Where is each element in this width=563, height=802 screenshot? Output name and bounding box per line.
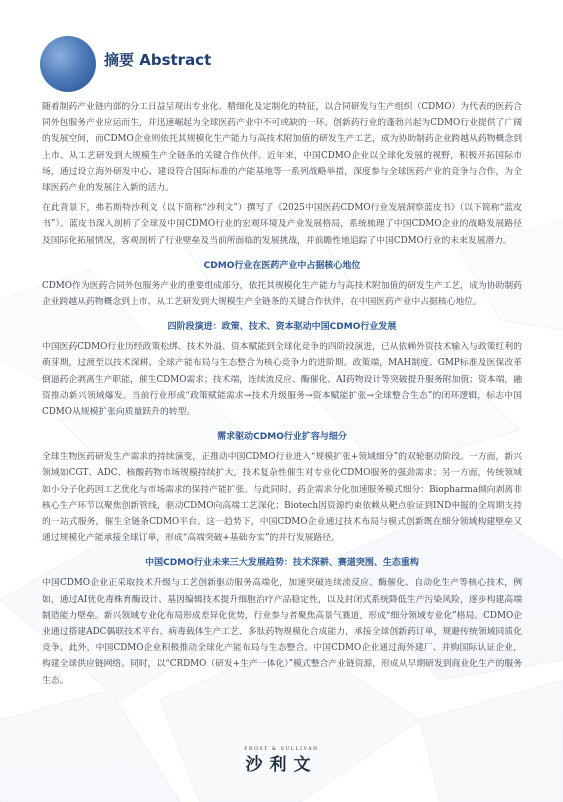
section-body-future-trends: 中国CDMO企业正采取技术升级与工艺创新驱动服务高端化，加速突破连续流反应、酶催化、自动化生产等核心技术，例如，通过AI优化毒株育酶设计、基因编辑技术提升细胞治疗产品稳定性，以及封闭式系统降低生产污染风险，逐步构建高端制造能力壁垒。新兴领域专业化布局形成差异化优势，行业参与者聚焦高景气赛道，形成“细分领域专业化”格局。CDMO企业通过搭建ADC偶联技术平台、病毒载体生产工艺、多肽药物规模化合成能力，承接全球创新药订单，规避传统领域同质化竞争。此外，中国CDMO企业积极推动全球化产能布局与生态整合。中国CDMO企业通过海外建厂、并购国际认证企业，构建全球供应链网络。同时，以“CRDMO（研发+生产一体化）”模式整合产业链资源，形成从早期研发到商业化生产的服务生态。	[42, 578, 522, 686]
brand-name-english: FROST & SULLIVAN	[244, 747, 319, 752]
section-title-future-trends: 中国CDMO行业未来三大发展趋势：技术深耕、赛道突围、生态重构	[145, 558, 419, 569]
section-body-core-position: CDMO作为医药合同外包服务产业的重要组成部分，依托其规模化生产能力与高技术附加值的研发生产工艺，成为协助制药企业跨越从药物概念到上市、从工艺研发到大规模生产全链条的关键合作伙伴，在中国医药产业中占据核心地位。	[42, 280, 522, 308]
footer-logo	[0, 746, 563, 776]
section-title-four-stage-evolution: 四阶段演进：政策、技术、资本驱动中国CDMO行业发展	[167, 322, 397, 333]
intro-paragraph-2: 在此背景下，弗若斯特沙利文（以下简称“沙利文”）撰写了《2025中国医药CDMO行业发展洞察蓝皮书》（以下简称“蓝皮书”）。蓝皮书深入剖析了全球及中国CDMO行业的宏观环境及产业发展格局，系统梳理了中国CDMO企业的战略发展路径及国际化拓展情况，客观剖析了行业壁垒及当前所面临的发展挑战，并前瞻性地追踪了中国CDMO行业的未来发展潜力。	[42, 203, 522, 246]
abstract-body	[42, 99, 522, 693]
heading-circle-decoration	[40, 36, 96, 92]
section-body-four-stage-evolution: 中国医药CDMO行业历经政策松绑、技术外溢、资本赋能到全球化竞争的四阶段演进，已从依赖外资技术输入与政策红利的萌芽期，过渡至以技术深耕、全球产能布局与生态整合为核心竞争力的进阶期。政策端，MAH制度、GMP标准及医保改革倒逼药企剥离生产职能，催生CDMO需求；技术端，连续流反应、酶催化、AI药物设计等突破提升服务附加值；资本端，融资推动新兴领域爆发。当前行业形成“政策赋能需求→技术升级服务→资本赋能扩张→全球整合生态”的闭环逻辑，标志中国CDMO从规模扩张向质量跃升的转型。	[42, 342, 522, 418]
section-body-demand-driven: 全球生物医药研发生产需求的持续演变，正推动中国CDMO行业进入“规模扩张+领域细分”的双轮驱动阶段。一方面，新兴领域如CGT、ADC、核酸药物市场规模持续扩大，技术复杂性催生对专业化CDMO服务的强劲需求；另一方面，传统领域如小分子化药因工艺优化与市场需求的保持产能扩张。与此同时，药企需求分化加速服务模式细分：Biopharma倾向剥离非核心生产环节以聚焦创新管线，驱动CDMO向高端工艺深化；Biotech因资源约束依赖从靶点验证到IND申报的全周期支持的一站式服务，催生全链条CDMO平台。这一趋势下，中国CDMO企业通过技术布局与模式创新既在细分领域构建壁垒又通过规模化产能承接全球订单，形成“高端突破+基础夯实”的并行发展路径。	[42, 452, 522, 544]
brand-name-chinese: 沙利文	[245, 755, 318, 775]
page-title: 摘要 Abstract	[104, 51, 212, 69]
section-title-demand-driven: 需求驱动CDMO行业扩容与细分	[217, 432, 347, 443]
section-title-core-position: CDMO行业在医药产业中占据核心地位	[203, 260, 361, 271]
intro-paragraph-1: 随着制药产业链内部的分工日益呈现出专业化、精细化及定制化的特征，以合同研发与生产组织（CDMO）为代表的医药合同外包服务产业应运而生，并迅速崛起为全球医药产业中不可或缺的一环。创新药行业的蓬勃兴起为CDMO行业提供了广阔的发展空间，而CDMO企业则依托其规模化生产能力与高技术附加值的研发生产工艺，成为协助制药企业跨越从药物概念到上市、从工艺研发到大规模生产全链条的关键合作伙伴。近年来，中国CDMO企业以全球化发展的视野，积极开拓国际市场，通过设立海外研发中心、建设符合国际标准的产能基地等一系列战略举措，深度参与全球医药产业的竞争与合作，为全球医药产业的发展注入新的活力。	[42, 102, 522, 194]
